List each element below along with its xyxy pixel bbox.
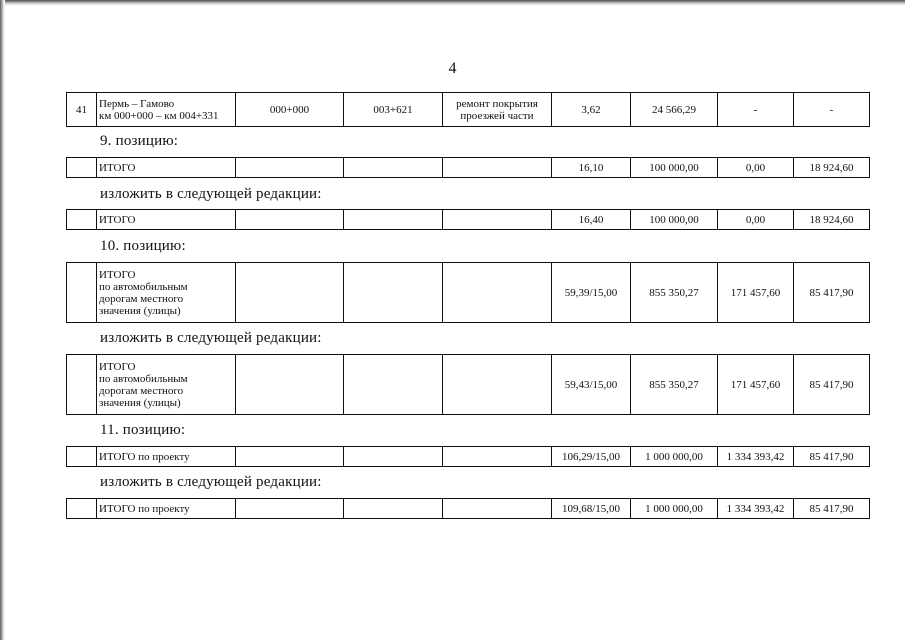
value-col-9: 18 924,60 <box>794 158 870 178</box>
end-km: 003+621 <box>344 93 443 127</box>
empty-cell <box>344 210 443 230</box>
value-col-8: 1 334 393,42 <box>718 499 794 519</box>
scan-edge-left <box>0 0 5 640</box>
empty-cell <box>236 355 344 415</box>
road-name-line: Пермь – Гамово <box>99 97 175 110</box>
value-col-8: 171 457,60 <box>718 263 794 323</box>
work-type-cell <box>443 93 552 127</box>
value-col-9: 85 417,90 <box>794 499 870 519</box>
cost-value: 1 000 000,00 <box>631 447 718 467</box>
value-col-8: 0,00 <box>718 210 794 230</box>
total-label: ИТОГО по проекту <box>97 499 236 519</box>
table-row-11-new <box>66 498 870 519</box>
row-number <box>67 355 97 415</box>
road-name-cell <box>97 93 236 127</box>
empty-cell <box>236 499 344 519</box>
replace-heading: изложить в следующей редакции: <box>100 330 322 346</box>
empty-cell <box>236 447 344 467</box>
page-number: 4 <box>448 60 457 77</box>
value-col-8: 1 334 393,42 <box>718 447 794 467</box>
work-type-line: ремонт покрытия <box>456 97 538 110</box>
table-row-11-old <box>66 446 870 467</box>
total-label: ИТОГО <box>97 158 236 178</box>
length-value: 59,39/15,00 <box>552 263 631 323</box>
empty-cell <box>443 210 552 230</box>
empty-cell <box>443 355 552 415</box>
row-number <box>67 263 97 323</box>
length-value: 59,43/15,00 <box>552 355 631 415</box>
start-km: 000+000 <box>236 93 344 127</box>
replace-heading: изложить в следующей редакции: <box>100 474 322 490</box>
value-col-8: 171 457,60 <box>718 355 794 415</box>
row-number <box>67 210 97 230</box>
row-number <box>67 158 97 178</box>
empty-cell <box>344 499 443 519</box>
value-col-8: 0,00 <box>718 158 794 178</box>
empty-cell <box>344 158 443 178</box>
section-10-heading: 10. позицию: <box>100 238 186 254</box>
empty-cell <box>443 447 552 467</box>
total-label: ИТОГО по проекту <box>97 447 236 467</box>
total-label-cell <box>97 263 236 323</box>
total-label-line: по автомобильным <box>99 280 188 293</box>
value-col-9: 85 417,90 <box>794 447 870 467</box>
row-number <box>67 447 97 467</box>
empty-cell <box>344 355 443 415</box>
total-label-line: дорогам местного <box>99 292 184 305</box>
empty-cell <box>236 210 344 230</box>
length-value: 16,40 <box>552 210 631 230</box>
value-col-9: 85 417,90 <box>794 263 870 323</box>
total-label-cell <box>97 355 236 415</box>
value-col-9: - <box>794 93 870 127</box>
value-col-8: - <box>718 93 794 127</box>
total-label-line: по автомобильным <box>99 372 188 385</box>
total-label: ИТОГО <box>97 210 236 230</box>
row-number <box>67 499 97 519</box>
total-label-line: дорогам местного <box>99 384 184 397</box>
table-row-10-new <box>66 354 870 415</box>
replace-heading: изложить в следующей редакции: <box>100 186 322 202</box>
cost-value: 100 000,00 <box>631 210 718 230</box>
total-label-line: значения (улицы) <box>99 396 181 409</box>
table-row-10-old <box>66 262 870 323</box>
cost-value: 100 000,00 <box>631 158 718 178</box>
row-number: 41 <box>67 93 97 127</box>
section-11-heading: 11. позицию: <box>100 422 186 438</box>
length-value: 109,68/15,00 <box>552 499 631 519</box>
length-value: 106,29/15,00 <box>552 447 631 467</box>
length-value: 3,62 <box>552 93 631 127</box>
table-row-41 <box>66 92 870 127</box>
empty-cell <box>443 499 552 519</box>
table-row-9-old <box>66 157 870 178</box>
total-label-line: ИТОГО <box>99 268 136 281</box>
total-label-line: значения (улицы) <box>99 304 181 317</box>
empty-cell <box>236 263 344 323</box>
cost-value: 24 566,29 <box>631 93 718 127</box>
road-km-line: км 000+000 – км 004+331 <box>99 109 219 122</box>
total-label-line: ИТОГО <box>99 360 136 373</box>
empty-cell <box>344 447 443 467</box>
cost-value: 855 350,27 <box>631 355 718 415</box>
section-9-heading: 9. позицию: <box>100 133 179 149</box>
cost-value: 855 350,27 <box>631 263 718 323</box>
cost-value: 1 000 000,00 <box>631 499 718 519</box>
table-row-9-new <box>66 209 870 230</box>
length-value: 16,10 <box>552 158 631 178</box>
empty-cell <box>443 263 552 323</box>
empty-cell <box>344 263 443 323</box>
empty-cell <box>236 158 344 178</box>
scan-edge-top <box>0 0 905 6</box>
value-col-9: 18 924,60 <box>794 210 870 230</box>
value-col-9: 85 417,90 <box>794 355 870 415</box>
work-type-line: проезжей части <box>460 109 534 122</box>
empty-cell <box>443 158 552 178</box>
